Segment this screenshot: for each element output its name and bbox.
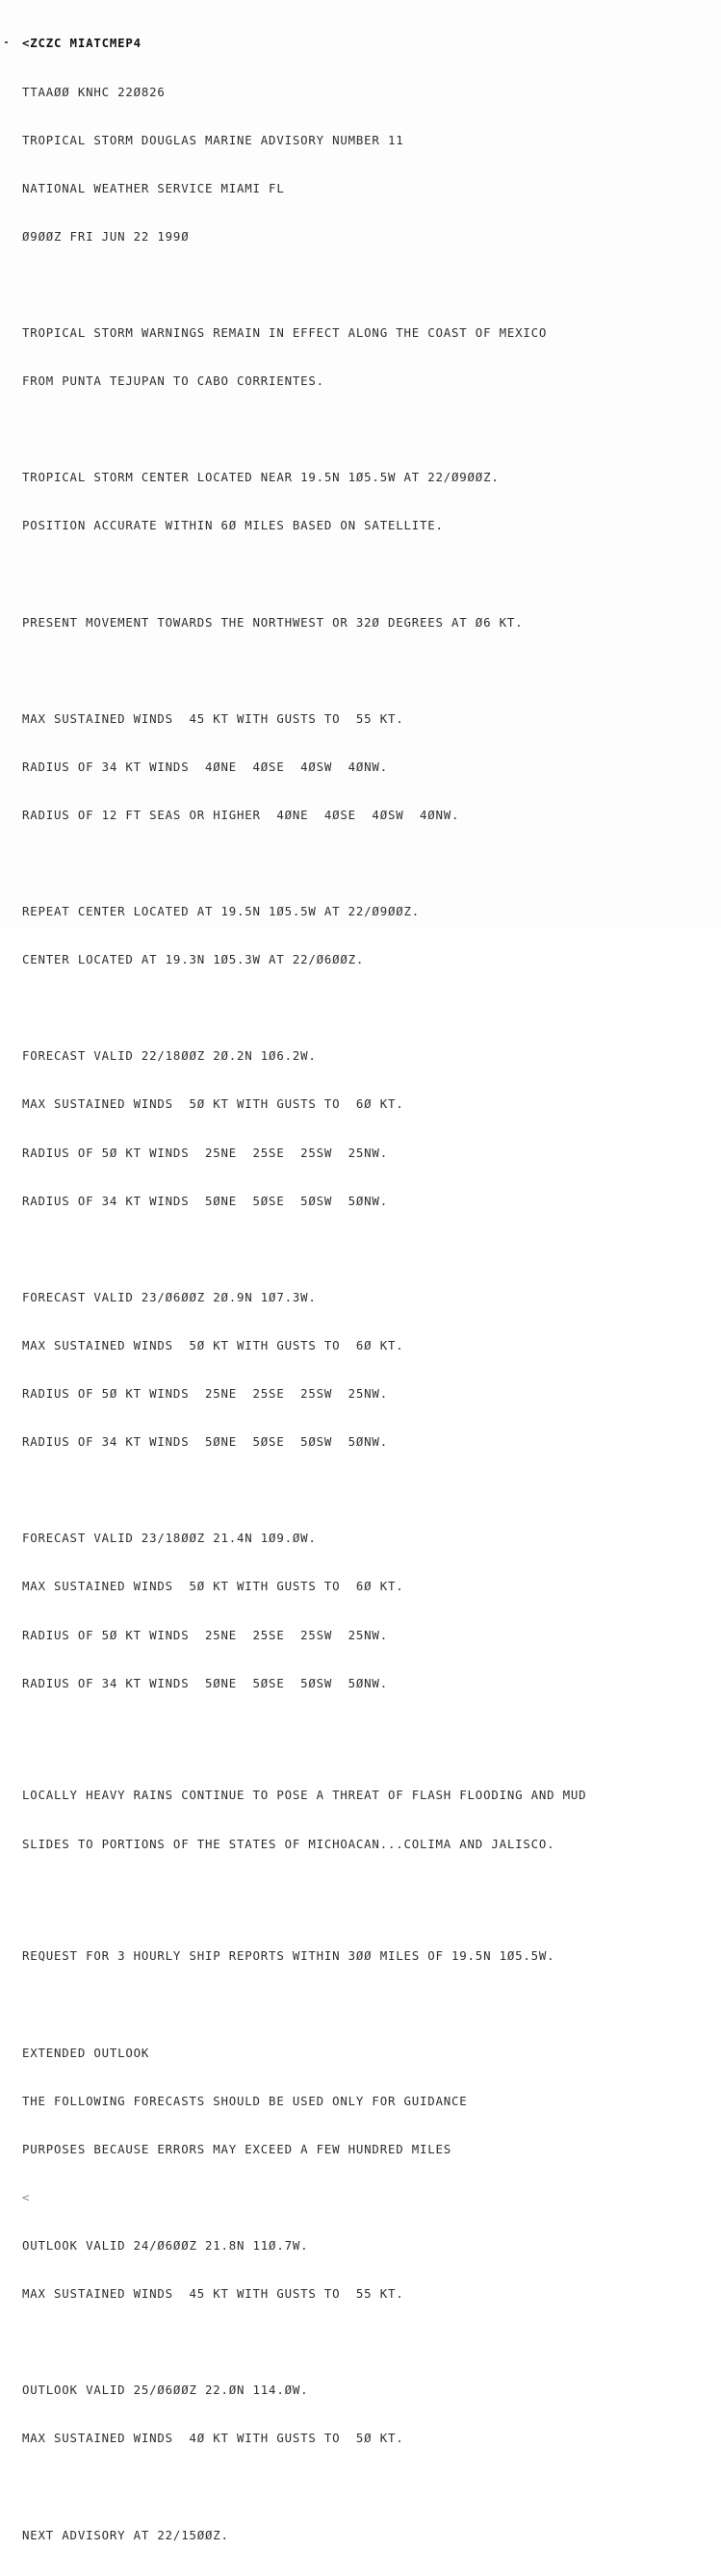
forecast-radius-34: RADIUS OF 34 KT WINDS 5ØNE 5ØSE 5ØSW 5ØNW. [22, 1193, 388, 1208]
forecast-winds: MAX SUSTAINED WINDS 5Ø KT WITH GUSTS TO 6Ø KT. [22, 1096, 404, 1112]
issue-time: Ø9ØØZ FRI JUN 22 199Ø [22, 228, 190, 244]
forecast-radius-34: RADIUS OF 34 KT WINDS 5ØNE 5ØSE 5ØSW 5ØNW. [22, 1675, 388, 1690]
rains-line: SLIDES TO PORTIONS OF THE STATES OF MICHOACAN...COLIMA AND JALISCO. [22, 1836, 555, 1851]
header-line: <ZCZC MIATCMEP4 [22, 36, 142, 51]
center-line: POSITION ACCURATE WITHIN 6Ø MILES BASED ON SATELLITE. [22, 518, 444, 533]
outlook-title: EXTENDED OUTLOOK [22, 2045, 150, 2060]
advisory-title: TROPICAL STORM DOUGLAS MARINE ADVISORY NUMBER 11 [22, 132, 404, 147]
stray-mark-line: < [22, 2189, 31, 2204]
issuing-office: NATIONAL WEATHER SERVICE MIAMI FL [22, 180, 285, 195]
header-line: TTAAØØ KNHC 22Ø826 [22, 84, 166, 99]
forecast-valid: FORECAST VALID 22/18ØØZ 2Ø.2N 1Ø6.2W. [22, 1048, 317, 1064]
outlook-valid: OUTLOOK VALID 25/Ø6ØØZ 22.ØN 114.ØW. [22, 2383, 309, 2398]
repeat-line: REPEAT CENTER LOCATED AT 19.5N 1Ø5.5W AT 22/Ø9ØØZ. [22, 904, 420, 919]
next-advisory: NEXT ADVISORY AT 22/15ØØZ. [22, 2527, 229, 2542]
forecast-valid: FORECAST VALID 23/18ØØZ 21.4N 1Ø9.ØW. [22, 1531, 317, 1546]
forecast-valid: FORECAST VALID 23/Ø6ØØZ 2Ø.9N 1Ø7.3W. [22, 1289, 317, 1304]
stray-mark [5, 41, 8, 43]
outlook-valid: OUTLOOK VALID 24/Ø6ØØZ 21.8N 11Ø.7W. [22, 2238, 309, 2254]
outlook-note: THE FOLLOWING FORECASTS SHOULD BE USED ONLY FOR GUIDANCE [22, 2093, 468, 2108]
center-line: TROPICAL STORM CENTER LOCATED NEAR 19.5N 1Ø5.5W AT 22/Ø9ØØZ. [22, 470, 500, 485]
ship-report-request: REQUEST FOR 3 HOURLY SHIP REPORTS WITHIN 3ØØ MILES OF 19.5N 1Ø5.5W. [22, 1948, 555, 1964]
warning-line: TROPICAL STORM WARNINGS REMAIN IN EFFECT ALONG THE COAST OF MEXICO [22, 324, 548, 340]
forecast-radius-50: RADIUS OF 5Ø KT WINDS 25NE 25SE 25SW 25NW. [22, 1145, 388, 1160]
forecast-radius-50: RADIUS OF 5Ø KT WINDS 25NE 25SE 25SW 25NW. [22, 1386, 388, 1402]
repeat-line: CENTER LOCATED AT 19.3N 1Ø5.3W AT 22/Ø6ØØZ. [22, 952, 365, 967]
advisory-text [22, 4, 586, 2576]
outlook-winds: MAX SUSTAINED WINDS 45 KT WITH GUSTS TO 55 KT. [22, 2286, 404, 2302]
forecast-winds: MAX SUSTAINED WINDS 5Ø KT WITH GUSTS TO 6Ø KT. [22, 1337, 404, 1352]
outlook-winds: MAX SUSTAINED WINDS 4Ø KT WITH GUSTS TO 5Ø KT. [22, 2431, 404, 2446]
current-line: MAX SUSTAINED WINDS 45 KT WITH GUSTS TO 55 KT. [22, 710, 404, 726]
current-line: RADIUS OF 12 FT SEAS OR HIGHER 4ØNE 4ØSE 4ØSW 4ØNW. [22, 807, 460, 822]
current-line: RADIUS OF 34 KT WINDS 4ØNE 4ØSE 4ØSW 4ØNW. [22, 759, 388, 774]
warning-line: FROM PUNTA TEJUPAN TO CABO CORRIENTES. [22, 374, 324, 389]
forecast-radius-34: RADIUS OF 34 KT WINDS 5ØNE 5ØSE 5ØSW 5ØNW. [22, 1434, 388, 1450]
forecast-winds: MAX SUSTAINED WINDS 5Ø KT WITH GUSTS TO 6Ø KT. [22, 1579, 404, 1594]
movement-line: PRESENT MOVEMENT TOWARDS THE NORTHWEST OR 32Ø DEGREES AT Ø6 KT. [22, 614, 524, 630]
forecast-radius-50: RADIUS OF 5Ø KT WINDS 25NE 25SE 25SW 25NW. [22, 1627, 388, 1642]
rains-line: LOCALLY HEAVY RAINS CONTINUE TO POSE A THREAT OF FLASH FLOODING AND MUD [22, 1788, 587, 1803]
outlook-note: PURPOSES BECAUSE ERRORS MAY EXCEED A FEW HUNDRED MILES [22, 2141, 452, 2156]
